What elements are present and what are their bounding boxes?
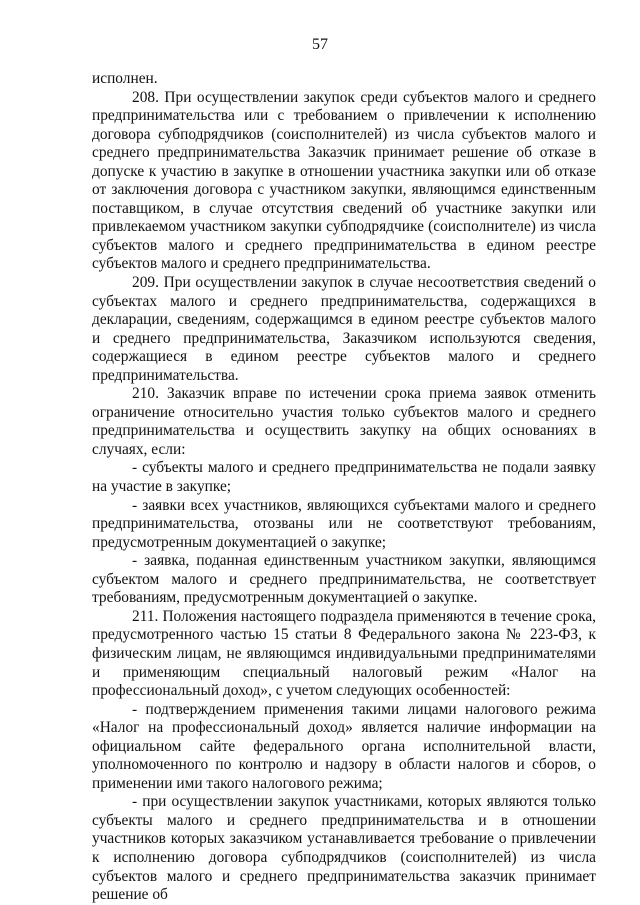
paragraph-210: 210. Заказчик вправе по истечении срока приема заявок отменить ограничение относительно участия только субъектов малого и среднего предпринимательства и осуществить закупку на общих основаниях в случаях, если: <box>92 385 596 458</box>
paragraph-continuation: исполнен. <box>92 70 158 87</box>
paragraph-211: 211. Положения настоящего подраздела применяются в течение срока, предусмотренного частью 15 статьи 8 Федерального закона № 223-ФЗ, к физическим лицам, не являющимся индивидуальными предпринимателями и применяющим специальный налоговый режим «Налог на профессиональный доход», с учетом следующих особенностей: <box>92 607 596 700</box>
list-item: - при осуществлении закупок участниками, которых являются только субъекты малого и среднего предпринимательства и в отношении участников которых заказчиком устанавливается требование о привлечении к исполнению договора субподрядчиков (соисполнителей) из числа субъектов малого и среднего предпринимательства заказчик принимает решение об <box>92 793 596 904</box>
paragraph-209: 209. При осуществлении закупок в случае несоответствия сведений о субъектах малого и среднего предпринимательства, содержащихся в декларации, сведениям, содержащимся в едином реестре субъектов малого и среднего предпринимательства, Заказчиком используются сведения, содержащиеся в едином реестре субъектов малого и среднего предпринимательства. <box>92 274 596 384</box>
list-item: - подтверждением применения такими лицами налогового режима «Налог на профессиональный доход» является наличие информации на официальном сайте федерального органа исполнительной власти, уполномоченного по контролю и надзору в области налогов и сборов, о применении ими такого налогового режима; <box>92 700 596 792</box>
list-item: - субъекты малого и среднего предпринимательства не подали заявку на участие в закупке; <box>92 459 596 496</box>
paragraph-208: 208. При осуществлении закупок среди субъектов малого и среднего предпринимательства или с требованием о привлечении к исполнению договора субподрядчиков (соисполнителей) из числа субъектов малого и среднего предпринимательства Заказчик принимает решение об отказе в допуске к участию в закупке в отношении участника закупки или об отказе от заключения договора с участником закупки, являющимся единственным поставщиком, в случае отсутствия сведений об участнике закупки или привлекаемом участником закупки субподрядчике (соисполнителе) из числа субъектов малого и среднего предпринимательства в едином реестре субъектов малого и среднего предпринимательства. <box>92 88 596 273</box>
page-number: 57 <box>312 36 328 53</box>
list-item: - заявки всех участников, являющихся субъектами малого и среднего предпринимательства, отозваны или не соответствуют требованиям, предусмотренным документацией о закупке; <box>92 496 596 551</box>
body-text <box>92 70 596 905</box>
list-item: - заявка, поданная единственным участником закупки, являющимся субъектом малого и среднего предпринимательства, не соответствует требованиям, предусмотренным документацией о закупке. <box>92 552 596 607</box>
